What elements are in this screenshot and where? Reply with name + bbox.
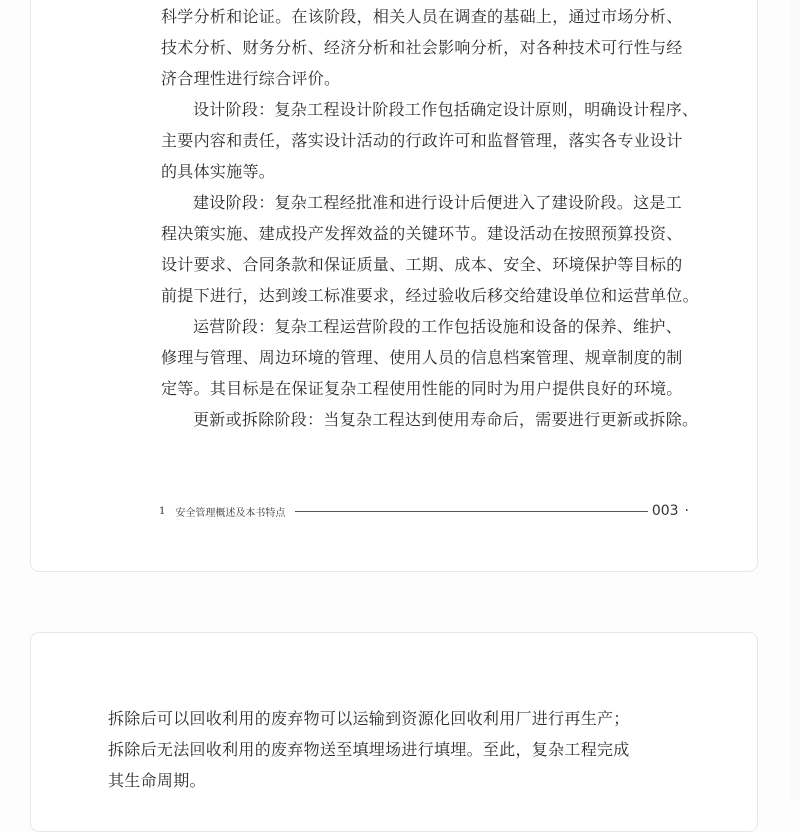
text-line: 建设阶段：复杂工程经批准和进行设计后便进入了建设阶段。这是工 <box>193 193 683 212</box>
viewer-edge <box>790 0 800 800</box>
text-line: 拆除后可以回收利用的废弃物可以运输到资源化回收利用厂进行再生产； <box>108 709 630 728</box>
text-line: 科学分析和论证。在该阶段，相关人员在调查的基础上，通过市场分析、 <box>161 7 683 26</box>
chapter-number: 1 <box>159 505 166 517</box>
text-line: 主要内容和责任，落实设计活动的行政许可和监督管理，落实各专业设计 <box>161 131 683 150</box>
document-page-004 <box>30 632 758 832</box>
document-page-003 <box>30 0 758 572</box>
text-line: 设计要求、合同条款和保证质量、工期、成本、安全、环境保护等目标的 <box>161 255 683 274</box>
page-footer <box>159 501 689 521</box>
text-line: 拆除后无法回收利用的废弃物送至填埋场进行填埋。至此，复杂工程完成 <box>108 740 630 759</box>
page-number-suffix: · <box>684 503 689 519</box>
text-line: 修理与管理、周边环境的管理、使用人员的信息档案管理、规章制度的制 <box>161 348 683 367</box>
text-line: 程决策实施、建成投产发挥效益的关键环节。建设活动在按照预算投资、 <box>161 224 683 243</box>
page-body <box>108 703 630 796</box>
text-line: 的具体实施等。 <box>161 162 276 181</box>
text-line: 更新或拆除阶段：当复杂工程达到使用寿命后，需要进行更新或拆除。 <box>193 410 699 429</box>
text-line: 设计阶段：复杂工程设计阶段工作包括确定设计原则，明确设计程序、 <box>193 100 699 119</box>
text-line: 技术分析、财务分析、经济分析和社会影响分析，对各种技术可行性与经 <box>161 38 683 57</box>
text-line: 其生命周期。 <box>108 771 206 790</box>
text-line: 运营阶段：复杂工程运营阶段的工作包括设施和设备的保养、维护、 <box>193 317 683 336</box>
text-line: 前提下进行，达到竣工标准要求，经过验收后移交给建设单位和运营单位。 <box>161 286 699 305</box>
footer-rule <box>295 511 647 512</box>
text-line: 定等。其目标是在保证复杂工程使用性能的同时为用户提供良好的环境。 <box>161 379 683 398</box>
chapter-title: 安全管理概述及本书特点 <box>175 507 286 519</box>
page-body <box>161 1 699 435</box>
page-number: 003 <box>651 503 679 519</box>
text-line: 济合理性进行综合评价。 <box>161 69 341 88</box>
